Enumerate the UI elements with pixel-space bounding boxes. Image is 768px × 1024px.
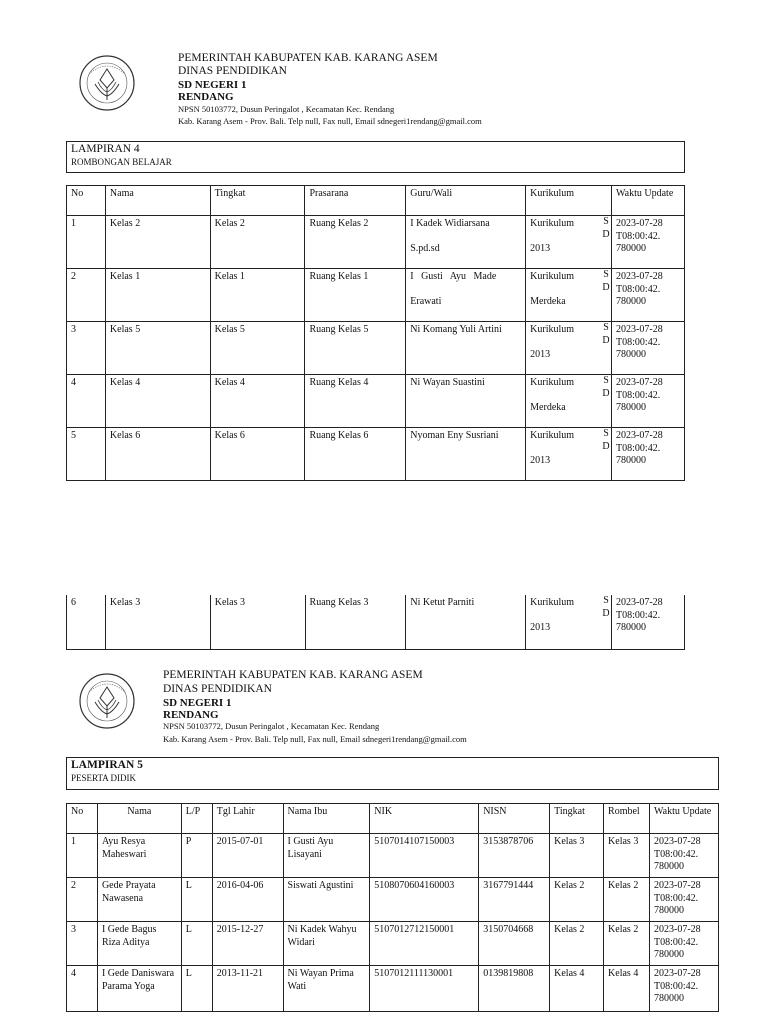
- header-address: NPSN 50103772, Dusun Peringalot , Kecamatan Kec. Rendang: [163, 721, 380, 731]
- cell-nama: I Gede Daniswara Parama Yoga: [97, 966, 181, 1012]
- kurikulum-sd: S D: [602, 322, 610, 346]
- cell-rombel: Kelas 4: [604, 966, 650, 1012]
- cell-waktu: 2023-07-28 T08:00:42. 780000: [650, 878, 719, 922]
- cell-waktu: 2023-07-28 T08:00:42. 780000: [650, 966, 719, 1012]
- table-header-row: [67, 804, 719, 834]
- header-department: DINAS PENDIDIKAN: [178, 65, 287, 77]
- rombongan-belajar-table: [66, 185, 685, 481]
- header-school-name: SD NEGERI 1: [178, 79, 247, 91]
- column-header: No: [67, 804, 98, 834]
- cell-no: 4: [67, 966, 98, 1012]
- column-header: Rombel: [604, 804, 650, 834]
- cell-waktu: 2023-07-28 T08:00:42. 780000: [612, 428, 685, 481]
- cell-waktu: 2023-07-28 T08:00:42. 780000: [612, 216, 685, 269]
- kurikulum-line-2: Merdeka: [530, 401, 566, 413]
- cell-waktu: 2023-07-28 T08:00:42. 780000: [612, 269, 685, 322]
- guru-line-2: S.pd.sd: [410, 242, 440, 254]
- column-header: Waktu Update: [650, 804, 719, 834]
- cell-tingkat: Kelas 1: [210, 269, 305, 322]
- table-header-row: [67, 186, 685, 216]
- header-school-location: RENDANG: [178, 91, 234, 103]
- cell-nisn: 3153878706: [479, 834, 550, 878]
- cell-no: 3: [67, 322, 106, 375]
- table-row: [67, 834, 719, 878]
- lampiran-4-subtitle: ROMBONGAN BELAJAR: [71, 157, 172, 167]
- cell-kurikulum: [526, 428, 612, 481]
- cell-prasarana: Ruang Kelas 1: [305, 269, 406, 322]
- cell-nama: Kelas 2: [105, 216, 210, 269]
- lampiran-5-title-box: [66, 757, 719, 790]
- column-header: Tingkat: [550, 804, 604, 834]
- cell-no: 6: [67, 595, 106, 649]
- column-header: Kurikulum: [526, 186, 612, 216]
- table-row: [67, 595, 685, 649]
- cell-nama-ibu: Siswati Agustini: [283, 878, 370, 922]
- column-header: Tingkat: [210, 186, 305, 216]
- guru-line-1: I Gusti Ayu Made: [410, 271, 497, 282]
- cell-prasarana: Ruang Kelas 2: [305, 216, 406, 269]
- table-row: [67, 428, 685, 481]
- cell-nama: Ayu Resya Maheswari: [97, 834, 181, 878]
- cell-prasarana: Ruang Kelas 6: [305, 428, 406, 481]
- lampiran-4-title-box: [66, 141, 685, 173]
- header-school-location: RENDANG: [163, 709, 219, 721]
- table-row: [67, 322, 685, 375]
- cell-lp: L: [181, 966, 212, 1012]
- cell-nama: Kelas 6: [105, 428, 210, 481]
- column-header: NIK: [370, 804, 479, 834]
- cell-nama: Gede Prayata Nawasena: [97, 878, 181, 922]
- header-department: DINAS PENDIDIKAN: [163, 683, 272, 695]
- cell-prasarana: Ruang Kelas 3: [305, 595, 406, 649]
- peserta-didik-table: [66, 803, 719, 1012]
- header-contact: Kab. Karang Asem - Prov. Bali. Telp null, Fax null, Email sdnegeri1rendang@gmail.com: [178, 116, 482, 126]
- kurikulum-line-1: Kurikulum: [530, 430, 575, 441]
- cell-nisn: 3150704668: [479, 922, 550, 966]
- cell-waktu: 2023-07-28 T08:00:42. 780000: [612, 375, 685, 428]
- cell-tingkat: Kelas 5: [210, 322, 305, 375]
- kurikulum-line-1: Kurikulum: [530, 218, 575, 229]
- cell-waktu: 2023-07-28 T08:00:42. 780000: [612, 322, 685, 375]
- cell-waktu: 2023-07-28 T08:00:42. 780000: [650, 922, 719, 966]
- cell-nama-ibu: I Gusti Ayu Lisayani: [283, 834, 370, 878]
- cell-nama: Kelas 4: [105, 375, 210, 428]
- cell-kurikulum: [526, 269, 612, 322]
- cell-nik: 5107012712150001: [370, 922, 479, 966]
- cell-tgl-lahir: 2015-12-27: [212, 922, 283, 966]
- kurikulum-sd: S D: [602, 375, 610, 399]
- table-row: [67, 375, 685, 428]
- guru-line-1: Ni Ketut Parniti: [410, 597, 475, 608]
- column-header: Nama Ibu: [283, 804, 370, 834]
- kurikulum-line-1: Kurikulum: [530, 377, 575, 388]
- cell-guru: [406, 269, 526, 322]
- cell-nama: Kelas 1: [105, 269, 210, 322]
- table-row: [67, 878, 719, 922]
- cell-tingkat: Kelas 2: [550, 922, 604, 966]
- cell-tingkat: Kelas 2: [210, 216, 305, 269]
- kurikulum-line-2: 2013: [530, 454, 551, 466]
- kurikulum-sd: S D: [602, 216, 610, 240]
- cell-nik: 5108070604160003: [370, 878, 479, 922]
- kurikulum-line-1: Kurikulum: [530, 324, 575, 335]
- column-header: Waktu Update: [612, 186, 685, 216]
- cell-guru: [406, 322, 526, 375]
- rombongan-belajar-table-continued: [66, 595, 685, 650]
- table-row: [67, 216, 685, 269]
- kurikulum-sd: S D: [602, 595, 610, 619]
- column-header: NISN: [479, 804, 550, 834]
- header-address: NPSN 50103772, Dusun Peringalot , Kecamatan Kec. Rendang: [178, 104, 395, 114]
- cell-no: 1: [67, 216, 106, 269]
- column-header: Prasarana: [305, 186, 406, 216]
- guru-line-2: Erawati: [410, 295, 442, 307]
- cell-no: 4: [67, 375, 106, 428]
- tut-wuri-handayani-logo-icon: [78, 672, 136, 730]
- cell-kurikulum: [526, 375, 612, 428]
- cell-lp: P: [181, 834, 212, 878]
- table-row: [67, 269, 685, 322]
- kurikulum-line-1: Kurikulum: [530, 271, 575, 282]
- guru-line-1: Nyoman Eny Susriani: [410, 430, 499, 441]
- cell-lp: L: [181, 878, 212, 922]
- kurikulum-line-2: 2013: [530, 242, 551, 254]
- table-row: [67, 922, 719, 966]
- cell-nik: 5107014107150003: [370, 834, 479, 878]
- guru-line-1: Ni Komang Yuli Artini: [410, 324, 502, 335]
- cell-nisn: 0139819808: [479, 966, 550, 1012]
- cell-tgl-lahir: 2015-07-01: [212, 834, 283, 878]
- lampiran-5-subtitle: PESERTA DIDIK: [71, 773, 136, 783]
- cell-tingkat: Kelas 3: [550, 834, 604, 878]
- cell-no: 2: [67, 269, 106, 322]
- header-government: PEMERINTAH KABUPATEN KAB. KARANG ASEM: [178, 52, 438, 64]
- header-government: PEMERINTAH KABUPATEN KAB. KARANG ASEM: [163, 669, 423, 681]
- cell-nama: Kelas 5: [105, 322, 210, 375]
- cell-nik: 5107012111130001: [370, 966, 479, 1012]
- cell-tingkat: Kelas 2: [550, 878, 604, 922]
- cell-no: 2: [67, 878, 98, 922]
- kurikulum-line-1: Kurikulum: [530, 597, 574, 608]
- column-header: L/P: [181, 804, 212, 834]
- cell-nama: I Gede Bagus Riza Aditya: [97, 922, 181, 966]
- column-header: Guru/Wali: [406, 186, 526, 216]
- guru-line-1: Ni Wayan Suastini: [410, 377, 485, 388]
- cell-rombel: Kelas 2: [604, 922, 650, 966]
- cell-guru: [406, 428, 526, 481]
- cell-guru: [406, 595, 526, 649]
- cell-tingkat: Kelas 4: [210, 375, 305, 428]
- column-header: No: [67, 186, 106, 216]
- kurikulum-line-2: Merdeka: [530, 295, 566, 307]
- cell-tingkat: Kelas 4: [550, 966, 604, 1012]
- guru-line-1: I Kadek Widiarsana: [410, 218, 490, 229]
- cell-no: 1: [67, 834, 98, 878]
- header-contact: Kab. Karang Asem - Prov. Bali. Telp null, Fax null, Email sdnegeri1rendang@gmail.com: [163, 734, 467, 744]
- cell-guru: [406, 375, 526, 428]
- cell-prasarana: Ruang Kelas 4: [305, 375, 406, 428]
- cell-prasarana: Ruang Kelas 5: [305, 322, 406, 375]
- column-header: Tgl Lahir: [212, 804, 283, 834]
- cell-nama: Kelas 3: [105, 595, 210, 649]
- cell-nama-ibu: Ni Wayan Prima Wati: [283, 966, 370, 1012]
- cell-no: 5: [67, 428, 106, 481]
- cell-kurikulum: [526, 322, 612, 375]
- cell-kurikulum: [526, 595, 612, 649]
- kurikulum-line-2: 2013: [530, 348, 551, 360]
- cell-no: 3: [67, 922, 98, 966]
- cell-tgl-lahir: 2016-04-06: [212, 878, 283, 922]
- cell-lp: L: [181, 922, 212, 966]
- column-header: Nama: [105, 186, 210, 216]
- tut-wuri-handayani-logo-icon: [78, 54, 136, 112]
- cell-guru: [406, 216, 526, 269]
- table-row: [67, 966, 719, 1012]
- cell-rombel: Kelas 3: [604, 834, 650, 878]
- kurikulum-sd: S D: [602, 428, 610, 452]
- cell-waktu: 2023-07-28 T08:00:42. 780000: [650, 834, 719, 878]
- cell-kurikulum: [526, 216, 612, 269]
- kurikulum-line-2: 2013: [530, 621, 551, 633]
- kurikulum-sd: S D: [602, 269, 610, 293]
- cell-nama-ibu: Ni Kadek Wahyu Widari: [283, 922, 370, 966]
- lampiran-4-title: LAMPIRAN 4: [71, 143, 140, 155]
- cell-tgl-lahir: 2013-11-21: [212, 966, 283, 1012]
- column-header: Nama: [97, 804, 181, 834]
- header-school-name: SD NEGERI 1: [163, 697, 232, 709]
- cell-tingkat: Kelas 3: [210, 595, 305, 649]
- cell-tingkat: Kelas 6: [210, 428, 305, 481]
- cell-rombel: Kelas 2: [604, 878, 650, 922]
- cell-nisn: 3167791444: [479, 878, 550, 922]
- lampiran-5-title: LAMPIRAN 5: [71, 759, 143, 771]
- cell-waktu: 2023-07-28 T08:00:42. 780000: [612, 595, 685, 649]
